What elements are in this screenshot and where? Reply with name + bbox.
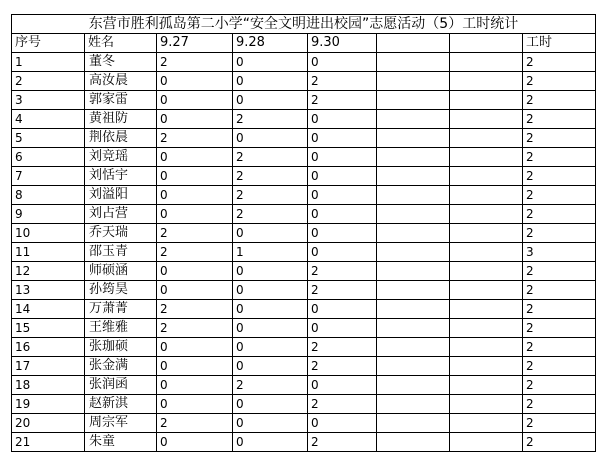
cell-date-1: 0 bbox=[157, 110, 233, 129]
cell-name: 刘竞瑶 bbox=[85, 148, 157, 167]
cell-hours: 2 bbox=[523, 205, 596, 224]
table-row bbox=[12, 395, 596, 414]
table-row bbox=[12, 433, 596, 452]
cell-date-2: 0 bbox=[233, 300, 308, 319]
cell-empty bbox=[377, 129, 450, 148]
cell-index: 20 bbox=[12, 414, 85, 433]
cell-hours: 2 bbox=[523, 186, 596, 205]
cell-name: 黄祖防 bbox=[85, 110, 157, 129]
cell-empty bbox=[377, 167, 450, 186]
cell-date-2: 0 bbox=[233, 224, 308, 243]
cell-name: 赵新淇 bbox=[85, 395, 157, 414]
cell-empty bbox=[377, 148, 450, 167]
cell-name: 荆依晨 bbox=[85, 129, 157, 148]
cell-date-1: 2 bbox=[157, 224, 233, 243]
cell-name: 王维雅 bbox=[85, 319, 157, 338]
cell-index: 10 bbox=[12, 224, 85, 243]
cell-empty bbox=[377, 243, 450, 262]
cell-index: 3 bbox=[12, 91, 85, 110]
cell-empty bbox=[377, 72, 450, 91]
cell-index: 18 bbox=[12, 376, 85, 395]
cell-empty bbox=[450, 53, 523, 72]
cell-date-1: 0 bbox=[157, 338, 233, 357]
table-row bbox=[12, 338, 596, 357]
header-date-2: 9.28 bbox=[233, 34, 308, 53]
cell-date-3: 2 bbox=[308, 281, 377, 300]
cell-date-1: 2 bbox=[157, 129, 233, 148]
cell-empty bbox=[377, 205, 450, 224]
cell-date-3: 0 bbox=[308, 205, 377, 224]
cell-date-3: 2 bbox=[308, 262, 377, 281]
hours-table bbox=[11, 14, 596, 452]
cell-date-3: 0 bbox=[308, 376, 377, 395]
cell-name: 孙筠昊 bbox=[85, 281, 157, 300]
cell-index: 7 bbox=[12, 167, 85, 186]
header-index: 序号 bbox=[12, 34, 85, 53]
cell-date-3: 0 bbox=[308, 243, 377, 262]
table-row bbox=[12, 281, 596, 300]
cell-name: 董冬 bbox=[85, 53, 157, 72]
cell-hours: 2 bbox=[523, 414, 596, 433]
cell-name: 朱童 bbox=[85, 433, 157, 452]
cell-empty bbox=[450, 338, 523, 357]
header-row bbox=[12, 34, 596, 53]
cell-index: 5 bbox=[12, 129, 85, 148]
table-row bbox=[12, 357, 596, 376]
cell-index: 8 bbox=[12, 186, 85, 205]
cell-empty bbox=[377, 91, 450, 110]
cell-empty bbox=[450, 167, 523, 186]
cell-name: 高汝晨 bbox=[85, 72, 157, 91]
table-row bbox=[12, 167, 596, 186]
cell-index: 6 bbox=[12, 148, 85, 167]
cell-empty bbox=[450, 110, 523, 129]
cell-hours: 2 bbox=[523, 376, 596, 395]
cell-date-2: 2 bbox=[233, 167, 308, 186]
cell-empty bbox=[450, 243, 523, 262]
cell-index: 19 bbox=[12, 395, 85, 414]
cell-date-1: 0 bbox=[157, 167, 233, 186]
cell-empty bbox=[450, 281, 523, 300]
cell-hours: 2 bbox=[523, 433, 596, 452]
cell-hours: 2 bbox=[523, 167, 596, 186]
cell-index: 11 bbox=[12, 243, 85, 262]
cell-empty bbox=[450, 395, 523, 414]
cell-date-3: 0 bbox=[308, 167, 377, 186]
cell-date-2: 0 bbox=[233, 262, 308, 281]
cell-hours: 2 bbox=[523, 281, 596, 300]
table-row bbox=[12, 262, 596, 281]
cell-date-3: 0 bbox=[308, 110, 377, 129]
cell-date-2: 2 bbox=[233, 148, 308, 167]
cell-date-2: 2 bbox=[233, 205, 308, 224]
cell-hours: 2 bbox=[523, 300, 596, 319]
table-row bbox=[12, 186, 596, 205]
cell-date-1: 0 bbox=[157, 262, 233, 281]
header-date-3: 9.30 bbox=[308, 34, 377, 53]
cell-name: 张珈硕 bbox=[85, 338, 157, 357]
cell-hours: 2 bbox=[523, 72, 596, 91]
cell-date-2: 2 bbox=[233, 376, 308, 395]
table-row bbox=[12, 72, 596, 91]
cell-date-3: 2 bbox=[308, 433, 377, 452]
table-row bbox=[12, 224, 596, 243]
cell-index: 2 bbox=[12, 72, 85, 91]
cell-name: 师硕涵 bbox=[85, 262, 157, 281]
cell-empty bbox=[450, 376, 523, 395]
cell-date-3: 0 bbox=[308, 53, 377, 72]
cell-name: 张润函 bbox=[85, 376, 157, 395]
cell-date-2: 0 bbox=[233, 129, 308, 148]
cell-hours: 2 bbox=[523, 357, 596, 376]
header-extra-2 bbox=[450, 34, 523, 53]
cell-date-1: 0 bbox=[157, 395, 233, 414]
cell-date-2: 0 bbox=[233, 338, 308, 357]
cell-empty bbox=[377, 300, 450, 319]
cell-date-3: 0 bbox=[308, 186, 377, 205]
cell-date-1: 0 bbox=[157, 357, 233, 376]
table-row bbox=[12, 319, 596, 338]
cell-empty bbox=[450, 72, 523, 91]
cell-date-2: 0 bbox=[233, 414, 308, 433]
cell-index: 14 bbox=[12, 300, 85, 319]
cell-hours: 3 bbox=[523, 243, 596, 262]
cell-empty bbox=[377, 395, 450, 414]
cell-index: 12 bbox=[12, 262, 85, 281]
cell-empty bbox=[450, 433, 523, 452]
cell-empty bbox=[377, 224, 450, 243]
table-row bbox=[12, 53, 596, 72]
cell-empty bbox=[450, 357, 523, 376]
cell-empty bbox=[450, 224, 523, 243]
cell-empty bbox=[450, 186, 523, 205]
table-row bbox=[12, 414, 596, 433]
table-row bbox=[12, 376, 596, 395]
table-row bbox=[12, 129, 596, 148]
cell-date-1: 0 bbox=[157, 205, 233, 224]
cell-date-1: 0 bbox=[157, 433, 233, 452]
header-extra-1 bbox=[377, 34, 450, 53]
cell-empty bbox=[450, 148, 523, 167]
cell-empty bbox=[377, 338, 450, 357]
cell-empty bbox=[377, 281, 450, 300]
cell-date-2: 2 bbox=[233, 186, 308, 205]
cell-date-3: 2 bbox=[308, 395, 377, 414]
cell-empty bbox=[377, 262, 450, 281]
table-row bbox=[12, 91, 596, 110]
cell-date-1: 2 bbox=[157, 53, 233, 72]
cell-date-2: 0 bbox=[233, 319, 308, 338]
cell-name: 邵玉青 bbox=[85, 243, 157, 262]
cell-index: 9 bbox=[12, 205, 85, 224]
cell-date-1: 0 bbox=[157, 148, 233, 167]
cell-empty bbox=[377, 110, 450, 129]
cell-date-3: 0 bbox=[308, 224, 377, 243]
cell-date-1: 2 bbox=[157, 243, 233, 262]
cell-date-3: 0 bbox=[308, 414, 377, 433]
table-row bbox=[12, 148, 596, 167]
cell-name: 刘溢阳 bbox=[85, 186, 157, 205]
cell-index: 21 bbox=[12, 433, 85, 452]
cell-name: 张金满 bbox=[85, 357, 157, 376]
cell-date-2: 2 bbox=[233, 110, 308, 129]
cell-empty bbox=[377, 319, 450, 338]
cell-date-2: 0 bbox=[233, 395, 308, 414]
cell-name: 万萧菁 bbox=[85, 300, 157, 319]
cell-date-2: 0 bbox=[233, 281, 308, 300]
cell-empty bbox=[450, 262, 523, 281]
spreadsheet bbox=[11, 14, 596, 452]
cell-hours: 2 bbox=[523, 91, 596, 110]
cell-date-2: 0 bbox=[233, 53, 308, 72]
cell-date-2: 0 bbox=[233, 72, 308, 91]
cell-date-3: 0 bbox=[308, 300, 377, 319]
cell-date-2: 1 bbox=[233, 243, 308, 262]
cell-name: 郭家雷 bbox=[85, 91, 157, 110]
cell-date-1: 2 bbox=[157, 300, 233, 319]
cell-index: 1 bbox=[12, 53, 85, 72]
cell-date-3: 0 bbox=[308, 148, 377, 167]
cell-name: 刘恬宇 bbox=[85, 167, 157, 186]
cell-hours: 2 bbox=[523, 395, 596, 414]
cell-empty bbox=[377, 433, 450, 452]
cell-empty bbox=[377, 376, 450, 395]
cell-index: 17 bbox=[12, 357, 85, 376]
cell-hours: 2 bbox=[523, 262, 596, 281]
cell-date-1: 2 bbox=[157, 319, 233, 338]
table-row bbox=[12, 243, 596, 262]
cell-hours: 2 bbox=[523, 148, 596, 167]
cell-hours: 2 bbox=[523, 224, 596, 243]
cell-date-3: 2 bbox=[308, 72, 377, 91]
cell-hours: 2 bbox=[523, 129, 596, 148]
table-row bbox=[12, 300, 596, 319]
cell-empty bbox=[450, 319, 523, 338]
cell-empty bbox=[450, 129, 523, 148]
cell-date-2: 0 bbox=[233, 357, 308, 376]
cell-date-2: 0 bbox=[233, 91, 308, 110]
cell-empty bbox=[450, 91, 523, 110]
table-row bbox=[12, 205, 596, 224]
cell-empty bbox=[450, 414, 523, 433]
cell-date-3: 0 bbox=[308, 319, 377, 338]
cell-date-1: 0 bbox=[157, 281, 233, 300]
cell-name: 刘占营 bbox=[85, 205, 157, 224]
cell-empty bbox=[377, 53, 450, 72]
cell-empty bbox=[377, 414, 450, 433]
cell-hours: 2 bbox=[523, 338, 596, 357]
title-row bbox=[12, 15, 596, 34]
cell-hours: 2 bbox=[523, 53, 596, 72]
cell-date-1: 0 bbox=[157, 72, 233, 91]
cell-empty bbox=[377, 357, 450, 376]
header-name: 姓名 bbox=[85, 34, 157, 53]
cell-name: 乔天瑞 bbox=[85, 224, 157, 243]
cell-date-2: 0 bbox=[233, 433, 308, 452]
cell-date-1: 0 bbox=[157, 186, 233, 205]
cell-empty bbox=[450, 300, 523, 319]
cell-name: 周宗军 bbox=[85, 414, 157, 433]
cell-index: 4 bbox=[12, 110, 85, 129]
table-title: 东营市胜利孤岛第二小学“安全文明进出校园”志愿活动（5）工时统计 bbox=[12, 15, 596, 34]
cell-date-1: 0 bbox=[157, 376, 233, 395]
cell-date-3: 2 bbox=[308, 357, 377, 376]
cell-empty bbox=[377, 186, 450, 205]
cell-hours: 2 bbox=[523, 319, 596, 338]
header-date-1: 9.27 bbox=[157, 34, 233, 53]
cell-index: 15 bbox=[12, 319, 85, 338]
cell-date-1: 2 bbox=[157, 414, 233, 433]
cell-date-3: 2 bbox=[308, 91, 377, 110]
cell-date-3: 2 bbox=[308, 338, 377, 357]
cell-index: 13 bbox=[12, 281, 85, 300]
cell-date-1: 0 bbox=[157, 91, 233, 110]
cell-empty bbox=[450, 205, 523, 224]
header-hours: 工时 bbox=[523, 34, 596, 53]
table-row bbox=[12, 110, 596, 129]
cell-index: 16 bbox=[12, 338, 85, 357]
cell-date-3: 0 bbox=[308, 129, 377, 148]
cell-hours: 2 bbox=[523, 110, 596, 129]
